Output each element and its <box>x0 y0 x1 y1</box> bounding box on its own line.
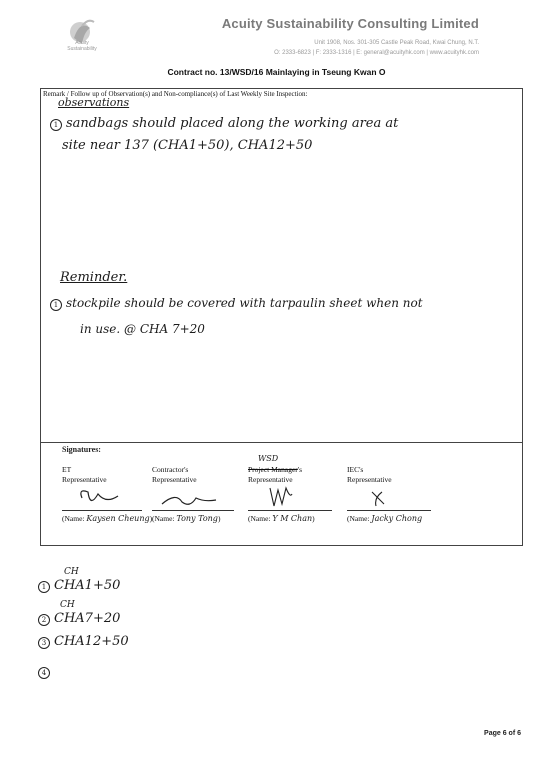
address-line: Unit 1908, Nos. 301-305 Castle Peak Road, Kwai Chung, N.T. <box>314 40 479 46</box>
remarks-box-label: Remark / Follow up of Observation(s) and Non-compliance(s) of Last Weekly Site Inspection: <box>43 90 308 98</box>
contact-line: O: 2333-6823 | F: 2333-1316 | E: general@acuityhk.com | www.acuityhk.com <box>274 50 479 56</box>
observation-line-1 <box>50 116 398 131</box>
et-name-row: (Name: Kaysen Cheung) <box>62 514 153 523</box>
reminder-line-1 <box>50 296 423 311</box>
logo-text: Acuity Sustainability <box>67 40 97 52</box>
iec-name-row: (Name: Jacky Chong <box>347 514 423 523</box>
iec-signature <box>368 488 390 508</box>
contractor-signature <box>160 490 220 510</box>
wsd-sign-line <box>248 510 332 511</box>
reminder-text-1: stockpile should be covered with tarpaulin sheet when not <box>66 296 423 310</box>
reminder-heading: Reminder. <box>60 270 128 285</box>
contractor-role: Contractor's Representative <box>152 465 197 484</box>
iec-sign-line <box>347 510 431 511</box>
page-number: Page 6 of 6 <box>484 730 521 737</box>
signature-divider <box>40 442 523 443</box>
note-4: 4 <box>38 664 54 679</box>
signatures-title: Signatures: <box>62 445 101 454</box>
et-name-value: Kaysen Cheung <box>86 514 150 523</box>
wsd-role: Project Manager's Representative <box>248 465 303 484</box>
wsd-name-value: Y M Chan <box>272 514 313 523</box>
company-name: Acuity Sustainability Consulting Limited <box>221 16 479 31</box>
et-signature <box>78 486 128 510</box>
wsd-signature <box>266 484 296 510</box>
note-2-super: CH <box>60 600 75 610</box>
contractor-name-value: Tony Tong <box>176 514 218 523</box>
et-sign-line <box>62 510 142 511</box>
contractor-sign-line <box>152 510 234 511</box>
wsd-name-row: (Name: Y M Chan) <box>248 514 315 523</box>
iec-name-value: Jacky Chong <box>371 514 423 523</box>
contract-title: Contract no. 13/WSD/16 Mainlaying in Tseung Kwan O <box>167 67 386 77</box>
wsd-handwritten: WSD <box>258 454 279 463</box>
note-3: 3 CHA12+50 <box>38 634 129 649</box>
et-role: ET Representative <box>62 465 107 484</box>
iec-role: IEC's Representative <box>347 465 392 484</box>
note-2: 2 CHA7+20 <box>38 611 120 626</box>
note-1: 1 CHA1+50 <box>38 578 120 593</box>
reminder-number: 1 <box>50 299 62 311</box>
company-address <box>274 38 479 58</box>
reminder-text-2: in use. @ CHA 7+20 <box>80 322 205 336</box>
observation-number: 1 <box>50 119 62 131</box>
observations-heading: observations <box>58 96 130 109</box>
contractor-name-row: (Name: Tony Tong) <box>152 514 221 523</box>
observation-text-1: sandbags should placed along the working area at <box>66 116 399 131</box>
observation-text-2: site near 137 (CHA1+50), CHA12+50 <box>62 138 313 153</box>
note-1-super: CH <box>64 567 79 577</box>
